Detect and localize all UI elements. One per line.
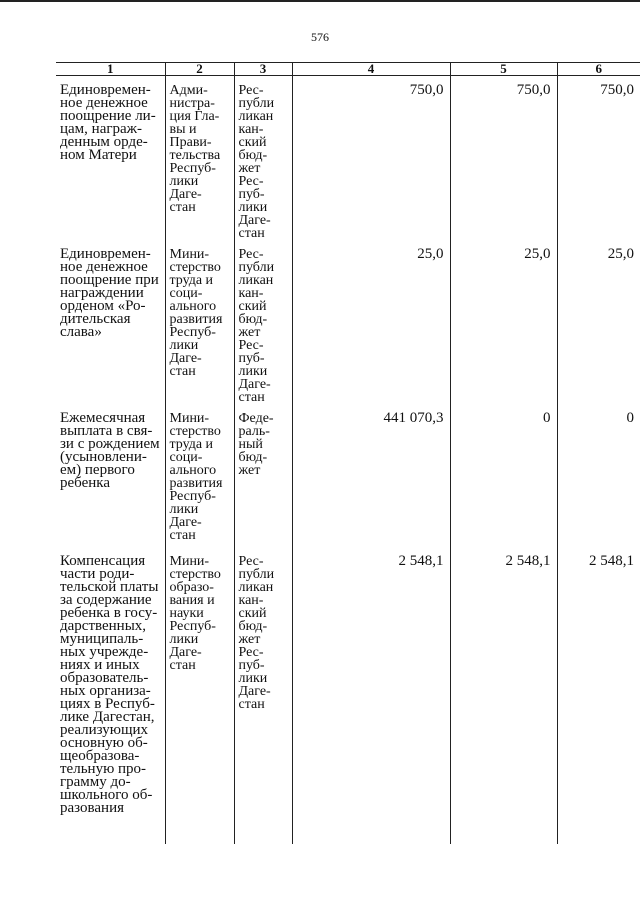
column-header-5: 5 xyxy=(450,63,557,76)
measure-name-cell: Единовремен- ное денежное поощрение ли- цам, награж- денным орде- ном Матери xyxy=(60,82,156,163)
budget-source-cell: Рес- публи ликан кан- ский бюд- жет Рес- пуб- лики Даге- стан xyxy=(234,547,292,844)
column-header-4: 4 xyxy=(292,63,450,76)
top-border-line xyxy=(0,0,640,2)
table-header xyxy=(56,63,640,76)
agency-cell: Мини- стерство образо- вания и науки Респуб- лики Даге- стан xyxy=(165,547,234,844)
column-header-6: 6 xyxy=(557,63,640,76)
value-col5-cell: 25,0 xyxy=(450,240,557,404)
value-col6-cell: 25,0 xyxy=(557,240,640,404)
table-row xyxy=(56,404,640,547)
value-col4-cell: 25,0 xyxy=(292,240,450,404)
budget-source-cell: Рес- публи ликан кан- ский бюд- жет Рес- пуб- лики Даге- стан xyxy=(234,240,292,404)
value-col6-cell: 0 xyxy=(557,404,640,547)
value-col5-cell: 2 548,1 xyxy=(450,547,557,844)
value-col4-cell: 2 548,1 xyxy=(292,547,450,844)
measure-name-cell: Ежемесячная выплата в свя- зи с рождением (усыновлени- ем) первого ребенка xyxy=(60,410,160,491)
measure-name-cell: Компенсация части роди- тельской платы за содержание ребенка в госу- дарственных, муниципаль- ных учрежде- ниях и иных образователь- ных организа- циях в Респуб- лике Дагестан, реализующих основную об- щеобразова- тельную про- грамму до- школьного об- разования xyxy=(60,553,159,816)
table-row xyxy=(56,76,640,241)
value-col4-cell: 441 070,3 xyxy=(292,404,450,547)
value-col5-cell: 0 xyxy=(450,404,557,547)
value-col5-cell: 750,0 xyxy=(450,76,557,241)
column-header-1: 1 xyxy=(56,63,165,76)
page-number: 576 xyxy=(311,30,329,44)
agency-cell: Мини- стерство труда и соци- ального развития Респуб- лики Даге- стан xyxy=(165,404,234,547)
table-body xyxy=(56,76,640,845)
budget-source-cell: Феде- раль- ный бюд- жет xyxy=(234,404,292,547)
column-header-2: 2 xyxy=(165,63,234,76)
budget-source-cell: Рес- публи ликан кан- ский бюд- жет Рес- пуб- лики Даге- стан xyxy=(234,76,292,241)
agency-cell: Мини- стерство труда и соци- ального развития Респуб- лики Даге- стан xyxy=(165,240,234,404)
value-col6-cell: 2 548,1 xyxy=(557,547,640,844)
value-col6-cell: 750,0 xyxy=(557,76,640,241)
agency-cell: Адми- нистра- ция Гла- вы и Прави- тельства Респуб- лики Даге- стан xyxy=(165,76,234,241)
column-header-3: 3 xyxy=(234,63,292,76)
header-row xyxy=(56,63,640,76)
measure-name-cell: Единовремен- ное денежное поощрение при награждении орденом «Ро- дительская слава» xyxy=(60,246,159,340)
value-col4-cell: 750,0 xyxy=(292,76,450,241)
table-row xyxy=(56,240,640,404)
table-row xyxy=(56,547,640,844)
budget-table xyxy=(56,62,640,844)
